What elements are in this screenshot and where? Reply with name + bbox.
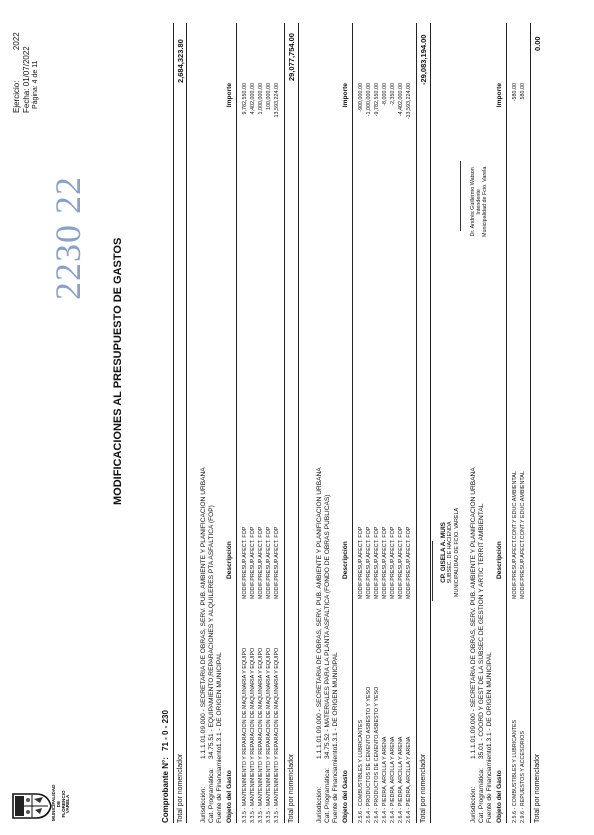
object-column-header: Objeto del Gasto <box>226 770 233 823</box>
object-cell: 3.3.5 - MANTENIMIENTO Y REPARACION DE MAQUINARIA Y EQUIPO <box>242 647 248 823</box>
table-row <box>398 23 406 823</box>
table-row <box>390 23 398 823</box>
voucher-number: 71 - 0 - 230 <box>161 710 170 751</box>
amount-cell: 580.00 <box>520 83 526 100</box>
amount-cell: -580.00 <box>512 83 518 102</box>
municipality-line: FLORENCIO VARELA <box>60 790 71 818</box>
program-value: 34.75.51 - EQUIPAMIENTO,REPARACIONES Y ALQUILERES PTA ASFALTICA (FOP) <box>208 505 215 759</box>
object-cell: 2.5.6 - COMBUSTIBLES Y LUBRICANTES <box>358 719 364 823</box>
signatory-org: Municipalidad de Fcio. Varela <box>482 166 489 237</box>
total-label: Total por nomenclador <box>177 753 184 823</box>
description-cell: MODIF.PRESUP.AFECT. FOP <box>358 526 364 599</box>
document-title: MODIFICACIONES AL PRESUPUESTO DE GASTOS <box>112 237 124 505</box>
signature-block-intendente <box>470 167 489 237</box>
amount-cell: 1,000,000.00 <box>258 83 264 115</box>
amount-cell: -1,000,000.00 <box>366 83 372 117</box>
funding-value: 1.3.1 - DE ORIGEN MUNICIPAL <box>216 652 223 747</box>
amount-column-header: Importe <box>496 83 503 108</box>
signatory-name: Dr. Andrés Guillermo Watson <box>470 167 476 237</box>
amount-cell: -4,402,000.00 <box>398 83 404 117</box>
object-cell: 3.3.5 - MANTENIMIENTO Y REPARACION DE MAQUINARIA Y EQUIPO <box>274 647 280 823</box>
table-row <box>520 23 528 823</box>
jurisdiction-value: 1.1.1.01.09.000 - SECRETARIA DE OBRAS, SERV. PUB. AMBIENTE Y PLANIFICACION URBANA <box>470 467 477 759</box>
jurisdiction-value: 1.1.1.01.09.000 - SECRETARIA DE OBRAS, SERV. PUB. AMBIENTE Y PLANIFICACION URBANA <box>316 467 323 759</box>
description-cell: MODIF.PRESUP.AFECT. FOP <box>242 526 248 599</box>
description-cell: MODIF.PRESUP.AFECT. FOP <box>274 526 280 599</box>
municipality-name <box>51 784 71 821</box>
divider <box>236 23 237 823</box>
handwritten-signature <box>432 541 433 601</box>
table-row <box>382 23 390 823</box>
object-column-header: Objeto del Gasto <box>496 770 503 823</box>
amount-cell: -900,000.00 <box>358 83 364 112</box>
section-total-value: 0.00 <box>533 36 542 51</box>
exercise-field <box>12 32 21 113</box>
description-cell: MODIF.PRESUP.AFECT. FOP <box>398 526 404 599</box>
exercise-value: 2022 <box>12 32 21 51</box>
program-label: Cat. Programática: <box>324 768 331 823</box>
jurisdiction-label: Jurisdicción: <box>470 786 477 823</box>
description-cell: MODIF.PRESUP.AFECT. FOP <box>382 526 388 599</box>
object-cell: 2.6.4 - PIEDRA, ARCILLA Y ARENA <box>406 736 412 823</box>
funding-value: 1.3.1 - DE ORIGEN MUNICIPAL <box>486 652 493 747</box>
divider <box>530 23 531 823</box>
program-value: 34.75.52 - MATERIALES PARA LA PLANTA ASFALTICA (FONDO DE OBRAS PUBLICAS) <box>324 494 331 759</box>
section-total-value: -29,083,194.00 <box>419 34 428 85</box>
signature-block-hacienda <box>440 508 460 597</box>
table-row <box>406 23 414 823</box>
description-cell: MODIF.PRESUP.AFECT.CONT.Y EDUC.AMBIENTAL <box>520 471 526 599</box>
divider <box>284 23 285 823</box>
object-cell: 2.6.4 - PIEDRA, ARCILLA Y ARENA <box>398 736 404 823</box>
jurisdiction-label: Jurisdicción: <box>316 786 323 823</box>
signatory-org: MUNICIPALIDAD DE FCIO. VARELA <box>453 507 460 597</box>
section-total-label: Total por nomenclador <box>534 753 541 823</box>
amount-cell: 4,402,000.00 <box>250 83 256 115</box>
jurisdiction-label: Jurisdicción: <box>200 786 207 823</box>
handwritten-signature <box>460 161 461 231</box>
jurisdiction-value: 1.1.1.01.09.000 - SECRETARIA DE OBRAS, SERV. PUB. AMBIENTE Y PLANIFICACION URBANA <box>200 467 207 759</box>
funding-label: Fuente de Financiamiento: <box>332 744 339 823</box>
description-cell: MODIF.PRESUP.AFECT. FOP <box>366 526 372 599</box>
object-column-header: Objeto del Gasto <box>342 770 349 823</box>
description-column-header: Descripción <box>496 541 503 579</box>
description-cell: MODIF.PRESUP.AFECT. FOP <box>406 526 412 599</box>
total-value: 2,684,323.80 <box>176 39 185 83</box>
table-row <box>242 23 250 823</box>
table-row <box>266 23 274 823</box>
signatory-role: Intendente <box>476 189 483 215</box>
description-cell: MODIF.PRESUP.AFECT. FOP <box>390 526 396 599</box>
table-row <box>250 23 258 823</box>
description-cell: MODIF.PRESUP.AFECT. FOP <box>374 526 380 599</box>
description-cell: MODIF.PRESUP.AFECT. FOP <box>250 526 256 599</box>
amount-cell: 13,593,224.00 <box>274 83 280 118</box>
exercise-label: Ejercicio: <box>12 80 21 113</box>
funding-label: Fuente de Financiamiento: <box>486 744 493 823</box>
object-cell: 3.3.5 - MANTENIMIENTO Y REPARACION DE MAQUINARIA Y EQUIPO <box>258 647 264 823</box>
date-field <box>22 46 31 113</box>
signatory-name: CP. GISELA A. MUIS <box>440 522 447 583</box>
amount-column-header: Importe <box>226 83 233 108</box>
municipal-crest-logo <box>10 791 52 821</box>
description-cell: MODIF.PRESUP.AFECT. FOP <box>258 526 264 599</box>
amount-cell: -8,000.00 <box>382 83 388 106</box>
amount-cell: -13,593,224.00 <box>406 83 412 120</box>
description-column-header: Descripción <box>342 541 349 579</box>
stamp-number: 2230 22 <box>48 176 88 300</box>
budget-section-2 <box>308 23 458 823</box>
funding-label: Fuente de Financiamiento: <box>216 744 223 823</box>
table-row <box>358 23 366 823</box>
program-label: Cat. Programática: <box>478 768 485 823</box>
amount-cell: 9,782,550.00 <box>242 83 248 115</box>
signatory-role: SUBSEC. DE HACIENDA <box>447 521 454 584</box>
object-cell: 2.6.4 - PRODUCTOS DE CEMENTO ASBESTO Y YESO <box>374 686 380 823</box>
description-cell: MODIF.PRESUP.AFECT. FOP <box>266 526 272 599</box>
program-label: Cat. Programática: <box>208 768 215 823</box>
object-cell: 2.6.4 - PIEDRA, ARCILLA Y ARENA <box>382 736 388 823</box>
divider <box>186 23 187 823</box>
section-total-value: 29,077,754.00 <box>287 33 296 81</box>
object-cell: 3.3.5 - MANTENIMIENTO Y REPARACION DE MAQUINARIA Y EQUIPO <box>266 647 272 823</box>
page-indicator: Página: 4 de 11 <box>32 60 39 109</box>
divider <box>506 23 507 823</box>
amount-cell: 100,000.00 <box>266 83 272 110</box>
funding-value: 1.3.1 - DE ORIGEN MUNICIPAL <box>332 652 339 747</box>
table-row <box>512 23 520 823</box>
object-cell: 2.6.4 - PRODUCTOS DE CEMENTO ASBESTO Y YESO <box>366 686 372 823</box>
budget-section-3 <box>462 23 572 823</box>
municipality-line: DE <box>55 800 61 808</box>
divider <box>352 23 353 823</box>
table-row <box>366 23 374 823</box>
object-cell: 2.5.6 - COMBUSTIBLES Y LUBRICANTES <box>512 719 518 823</box>
description-column-header: Descripción <box>226 541 233 579</box>
amount-cell: -9,782,550.00 <box>374 83 380 117</box>
section-total-label: Total por nomenclador <box>420 753 427 823</box>
object-cell: 2.9.6 - REPUESTOS Y ACCESORIOS <box>520 731 526 823</box>
object-cell: 3.3.5 - MANTENIMIENTO Y REPARACION DE MAQUINARIA Y EQUIPO <box>250 647 256 823</box>
divider <box>298 23 299 823</box>
object-cell: 2.6.4 - PIEDRA, ARCILLA Y ARENA <box>390 736 396 823</box>
voucher-label: Comprobante N°: <box>161 757 170 823</box>
program-value: 35.01 - COORD Y GEST DE LA SUBSEC DE GESTION Y ARTIC TERRIT AMBIENTAL <box>478 503 485 759</box>
municipality-line: MUNICIPALIDAD <box>51 784 56 821</box>
description-cell: MODIF.PRESUP.AFECT.CONT.Y EDUC.AMBIENTAL <box>512 471 518 599</box>
amount-cell: -2,350.00 <box>390 83 396 106</box>
amount-column-header: Importe <box>342 83 349 108</box>
divider <box>430 23 431 823</box>
table-row <box>374 23 382 823</box>
table-row <box>258 23 266 823</box>
date-label: Fecha: <box>22 88 31 113</box>
budget-section-1 <box>192 23 316 823</box>
section-total-label: Total por nomenclador <box>288 753 295 823</box>
divider <box>416 23 417 823</box>
divider <box>173 23 174 823</box>
table-row <box>274 23 282 823</box>
date-value: 01/07/2022 <box>22 46 31 87</box>
